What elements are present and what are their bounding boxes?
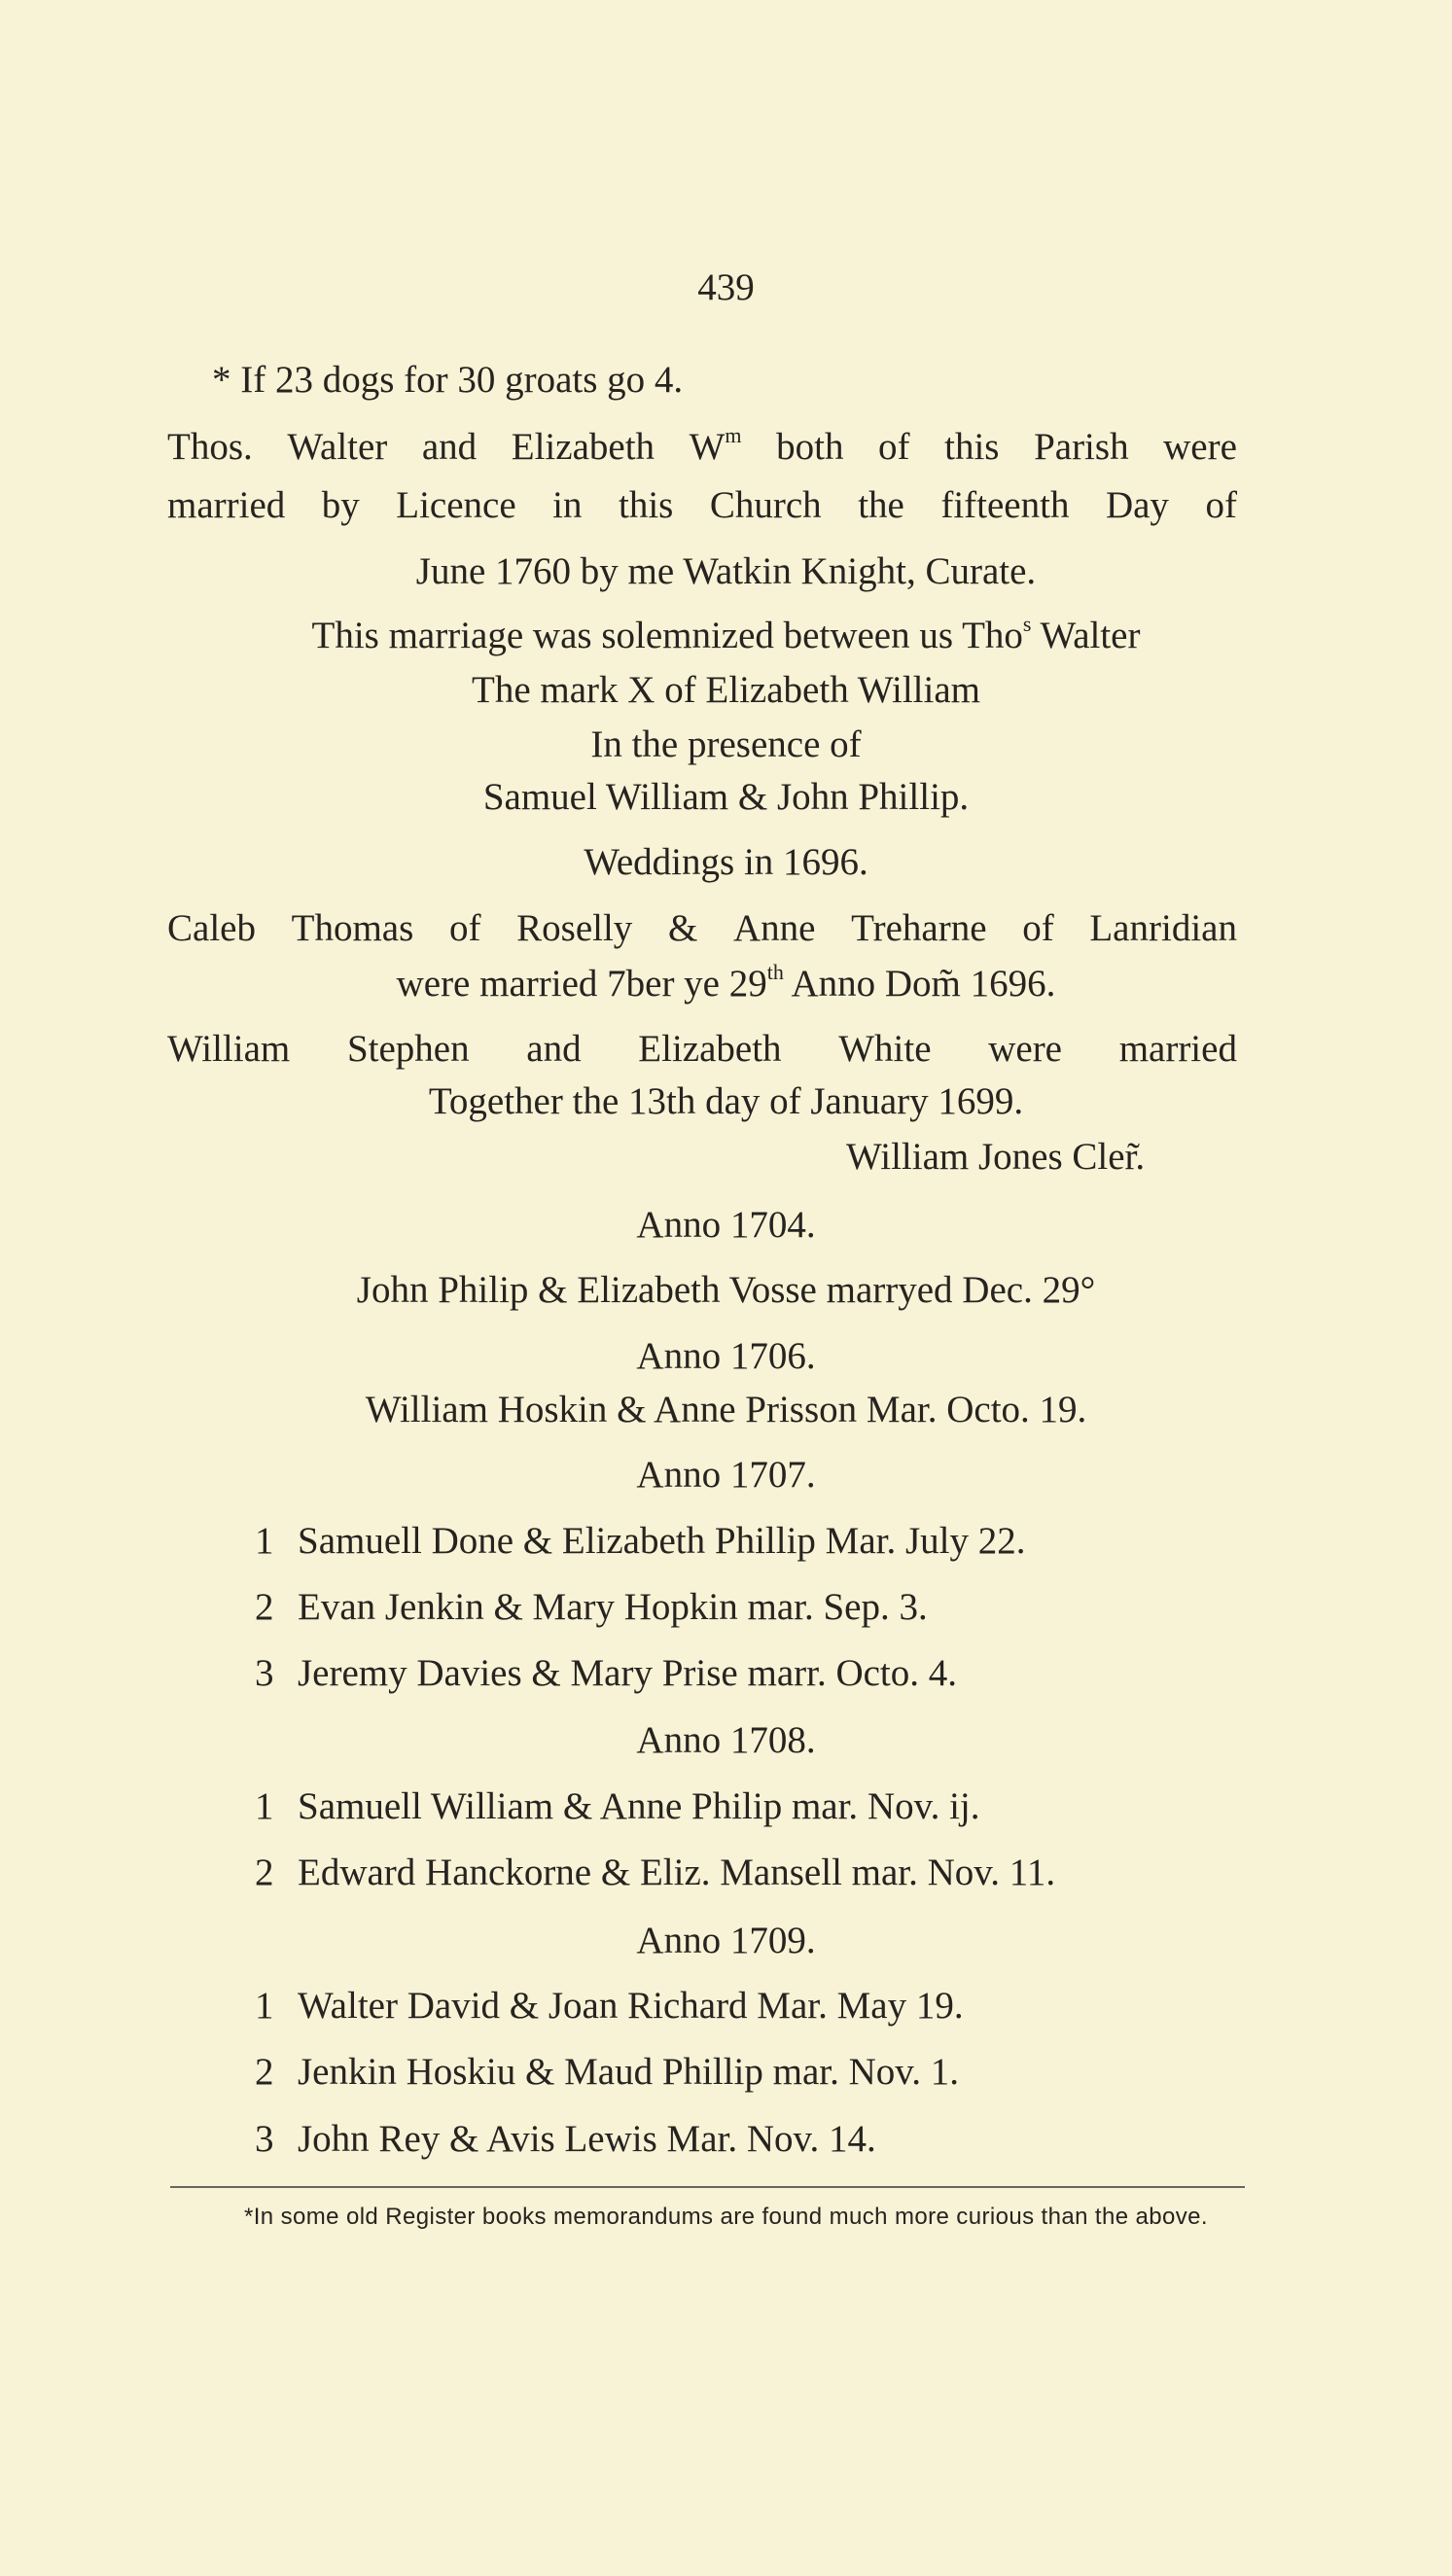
weddings-1696-line2 xyxy=(0,960,1452,1005)
entry-1699-line2: Together the 13th day of January 1699. xyxy=(428,1080,1024,1122)
word: married xyxy=(1118,1028,1237,1070)
word: of xyxy=(1022,907,1054,949)
entry-number: 2 xyxy=(255,1852,274,1893)
entry-text: Edward Hanckorne & Eliz. Mansell mar. Nov. 11. xyxy=(298,1852,1056,1893)
entry-text: Jeremy Davies & Mary Prise marr. Octo. 4. xyxy=(298,1652,958,1694)
entry-number: 3 xyxy=(255,1652,274,1694)
entry-text: Samuell Done & Elizabeth Phillip Mar. July 22. xyxy=(298,1520,1026,1562)
word: Roselly xyxy=(516,907,633,949)
text: Anno Dom̃ 1696. xyxy=(783,963,1056,1005)
word: Licence xyxy=(396,484,516,526)
word: Lanridian xyxy=(1089,907,1237,949)
register-entry xyxy=(255,2120,876,2158)
superscript: s xyxy=(1022,612,1032,636)
entry1-line3: June 1760 by me Watkin Knight, Curate. xyxy=(415,550,1037,592)
year-heading: Anno 1707. xyxy=(636,1454,816,1496)
word: White xyxy=(838,1028,932,1070)
word: fifteenth xyxy=(940,484,1070,526)
word: Church xyxy=(709,484,822,526)
word: William xyxy=(167,1028,291,1070)
word: in xyxy=(552,484,583,526)
word: this xyxy=(944,426,1000,468)
entry1-line2 xyxy=(167,486,1237,524)
weddings-1696-heading: Weddings in 1696. xyxy=(584,841,868,883)
year-heading: Anno 1708. xyxy=(636,1719,816,1761)
text: This marriage was solemnized between us Tho xyxy=(311,615,1023,656)
register-entry xyxy=(255,1588,928,1626)
register-entry: John Philip & Elizabeth Vosse marryed Dec. 29° xyxy=(356,1269,1096,1311)
word: of xyxy=(448,907,481,949)
word: of xyxy=(1205,484,1237,526)
word: this xyxy=(619,484,674,526)
word: Walter xyxy=(287,426,388,468)
entry-number: 3 xyxy=(255,2118,274,2160)
register-entry xyxy=(255,1522,1026,1560)
year-heading: Anno 1706. xyxy=(636,1335,816,1377)
weddings-1696-line1 xyxy=(167,909,1237,947)
signature-line1 xyxy=(0,612,1452,656)
entry-text: Walter David & Joan Richard Mar. May 19. xyxy=(298,1985,964,2027)
entry-text: John Rey & Avis Lewis Mar. Nov. 14. xyxy=(298,2118,876,2160)
signature-line2: The mark X of Elizabeth William xyxy=(472,669,980,711)
word: were xyxy=(1163,426,1237,468)
footnote: *In some old Register books memorandums are found much more curious than the above. xyxy=(243,2204,1209,2230)
entry-number: 1 xyxy=(255,1985,274,2027)
word: of xyxy=(878,426,910,468)
word: Elizabeth xyxy=(638,1028,782,1070)
superscript: th xyxy=(766,960,784,984)
word: Anne xyxy=(733,907,816,949)
entry-number: 2 xyxy=(255,2051,274,2093)
word: $W^m$ xyxy=(689,423,742,468)
register-entry xyxy=(255,1853,1055,1891)
word: Thomas xyxy=(291,907,414,949)
register-entry xyxy=(255,1654,957,1692)
year-heading: Anno 1709. xyxy=(636,1920,816,1961)
word: both xyxy=(776,426,844,468)
entry-text: Jenkin Hoskiu & Maud Phillip mar. Nov. 1. xyxy=(298,2051,959,2093)
word: and xyxy=(421,426,478,468)
word: Caleb xyxy=(167,907,256,949)
heading-note: * If 23 dogs for 30 groats go 4. xyxy=(212,359,684,401)
register-entry xyxy=(255,1787,980,1825)
entry-text: Evan Jenkin & Mary Hopkin mar. Sep. 3. xyxy=(298,1586,928,1628)
entry-text: Samuell William & Anne Philip mar. Nov. ij. xyxy=(298,1785,980,1827)
word: the xyxy=(858,484,904,526)
entry-number: 1 xyxy=(255,1785,274,1827)
signature-line4: Samuel William & John Phillip. xyxy=(482,776,970,818)
text: Walter xyxy=(1031,615,1141,656)
word: Elizabeth xyxy=(511,426,655,468)
word: and xyxy=(526,1028,582,1070)
text: were married 7ber ye 29 xyxy=(396,963,767,1005)
entry-number: 1 xyxy=(255,1520,274,1562)
word: Treharne xyxy=(851,907,987,949)
page-number: 439 xyxy=(697,266,755,308)
entry1-line1 xyxy=(167,423,1237,468)
word: were xyxy=(988,1028,1062,1070)
word: Thos. xyxy=(167,426,253,468)
word: Parish xyxy=(1034,426,1129,468)
entry-1699-line1 xyxy=(167,1030,1237,1068)
signature-line3: In the presence of xyxy=(590,723,862,765)
word: Day xyxy=(1105,484,1169,526)
register-entry xyxy=(255,2053,959,2091)
word: & xyxy=(667,907,698,949)
footnote-rule xyxy=(170,2186,1245,2188)
word: Stephen xyxy=(346,1028,470,1070)
entry-1699-signature: William Jones Cler̃. xyxy=(846,1136,1146,1178)
register-entry: William Hoskin & Anne Prisson Mar. Octo. 19. xyxy=(365,1389,1087,1430)
entry-number: 2 xyxy=(255,1586,274,1628)
register-entry xyxy=(255,1987,964,2025)
word: married xyxy=(167,484,286,526)
word: by xyxy=(321,484,360,526)
year-heading: Anno 1704. xyxy=(636,1204,816,1246)
